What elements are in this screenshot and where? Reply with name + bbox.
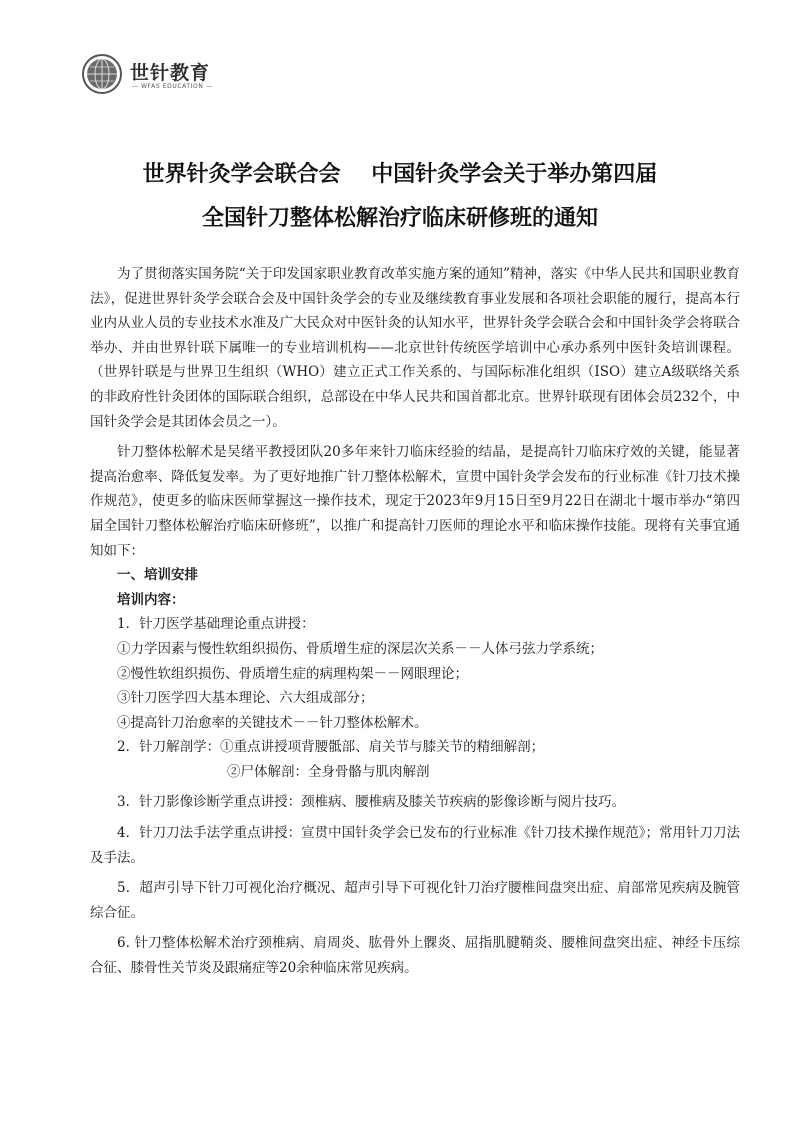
item-6: 6. 针刀整体松解术治疗颈椎病、肩周炎、肱骨外上髁炎、屈指肌腱鞘炎、腰椎间盘突出症、神经卡压综合征、膝骨性关节炎及跟痛症等20余种临床常见疾病。 — [90, 935, 740, 977]
item-1-subitem: ②慢性软组织损伤、骨质增生症的病理构架－－网眼理论； — [117, 665, 468, 682]
item-2-line2: ②尸体解剖：全身骨骼与肌肉解剖 — [227, 763, 430, 780]
background-paragraph: 针刀整体松解术是吴绪平教授团队20多年来针刀临床经验的结晶，是提高针刀临床疗效的关键，能显著提高治愈率、降低复发率。为了更好地推广针刀整体松解术，宣贯中国针灸学会发布的行业标准《针刀技术操作规范》，使更多的临床医师掌握这一操作技术，现定于2023年9月15日至9月22日在湖北十堰市举办“第四届全国针刀整体松解治疗临床研修班”，以推广和提高针刀医师的理论水平和临床操作技能。现将有关事宜通知如下： — [90, 444, 740, 559]
item-2-line1: 2．针刀解剖学：①重点讲授项背腰骶部、肩关节与膝关节的精细解剖； — [117, 739, 545, 756]
item-4: 4．针刀刀法手法学重点讲授：宣贯中国针灸学会已发布的行业标准《针刀技术操作规范》；常用针刀刀法及手法。 — [90, 825, 740, 866]
intro-paragraph: 为了贯彻落实国务院“关于印发国家职业教育改革实施方案的通知”精神，落实《中华人民共和国职业教育法》，促进世界针灸学会联合会及中国针灸学会的专业及继续教育事业发展和各项社会职能的履行，提高本行业内从业人员的专业技术水准及广大民众对中医针灸的认知水平，世界针灸学会联合会和中国针灸学会将联合举办、并由世界针联下属唯一的专业培训机构——北京世针传统医学培训中心承办系列中医针灸培训课程。（世界针联是与世界卫生组织（WHO）建立正式工作关系的、与国际标准化组织（ISO）建立A级联络关系的非政府性针灸团体的国际联合组织，总部设在中华人民共和国首都北京。世界针联现有团体会员232个，中国针灸学会是其团体会员之一）。 — [90, 266, 740, 430]
section-heading-training: 一、培训安排 — [117, 567, 198, 584]
item-1-subitem: ④提高针刀治愈率的关键技术－－针刀整体松解术。 — [117, 714, 428, 731]
item-1-subitem: ①力学因素与慢性软组织损伤、骨质增生症的深层次关系－－人体弓弦力学系统； — [117, 640, 603, 657]
document-title-line2: 全国针刀整体松解治疗临床研修班的通知 — [201, 206, 598, 231]
item-5: 5．超声引导下针刀可视化治疗概况、超声引导下可视化针刀治疗腰椎间盘突出症、肩部常见疾病及腕管综合征。 — [90, 880, 740, 921]
item-3: 3．针刀影像诊断学重点讲授：颈椎病、腰椎病及膝关节疾病的影像诊断与阅片技巧。 — [117, 794, 626, 811]
logo-subtitle: — WFAS EDUCATION — — [132, 83, 213, 90]
item-1-title: 1．针刀医学基础理论重点讲授： — [117, 616, 315, 633]
document-body — [90, 262, 740, 981]
globe-emblem-icon — [80, 52, 124, 96]
logo-name: 世针教育 — [130, 62, 211, 84]
wfas-education-logo — [80, 52, 240, 102]
training-content-label: 培训内容： — [117, 591, 185, 608]
item-1-subitem: ③针刀医学四大基本理论、六大组成部分； — [117, 690, 374, 707]
document-title-line1: 世界针灸学会联合会 中国针灸学会关于举办第四届 — [142, 162, 658, 187]
